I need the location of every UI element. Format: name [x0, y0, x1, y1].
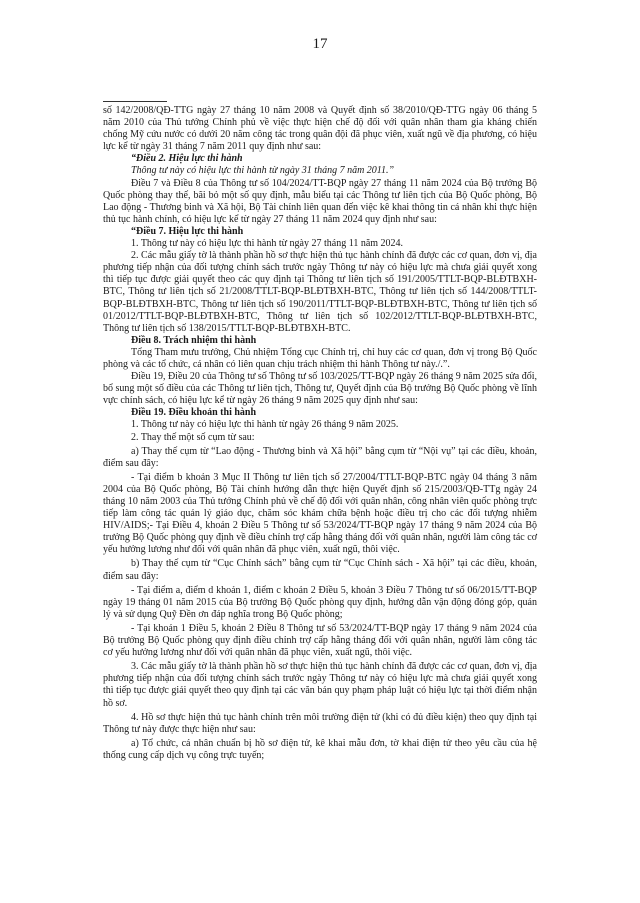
paragraph: 3. Các mẫu giấy tờ là thành phần hồ sơ thực hiện thủ tục hành chính đã được các cơ quan, đơn vị, địa phương tiếp nhận của đối tượng chính sách trước ngày Thông tư này có hiệu lực mà chưa giải quyết xong thì tiếp tục được giải quyết theo quy định tại các văn bản quy phạm pháp luật có hiệu lực tại thời điểm nhận hồ sơ. [103, 661, 537, 709]
paragraph: Điều 19, Điều 20 của Thông tư số Thông tư số 103/2025/TT-BQP ngày 26 tháng 9 năm 2025 sửa đổi, bổ sung một số điều của các Thông tư liên tịch, Thông tư, Quyết định của Bộ trưởng Bộ Quốc phòng về lĩnh vực chính sách, có hiệu lực kể từ ngày 26 tháng 9 năm 2025 quy định như sau: [103, 371, 537, 407]
paragraph: 2. Các mẫu giấy tờ là thành phần hồ sơ thực hiện thủ tục hành chính đã được các cơ quan, đơn vị, địa phương tiếp nhận của đối tượng chính sách trước ngày Thông tư này có hiệu lực mà chưa giải quyết xong thì tiếp tục được giải quyết theo các quy định tại Thông tư liên tịch số 191/2005/TTLT-BQP-BLĐTBXH-BTC, Thông tư liên tịch số 21/2008/TTLT-BQP-BLĐTBXH-BTC, Thông tư liên tịch số 144/2008/TTLT-BQP-BLĐTBXH-BTC, Thông tư liên tịch số 190/2011/TTLT-BQP-BLĐTBXH-BTC, Thông tư liên tịch số 01/2012/TTLT-BQP-BLĐTBXH-BTC, Thông tư liên tịch số 102/2012/TTLT-BQP-BLĐTBXH-BTC, Thông tư liên tịch số 138/2015/TTLT-BQP-BLĐTBXH-BTC. [103, 250, 537, 334]
paragraph: - Tại điểm b khoản 3 Mục II Thông tư liên tịch số 27/2004/TTLT-BQP-BTC ngày 04 tháng 3 năm 2004 của Bộ Quốc phòng, Bộ Tài chính hướng dẫn thực hiện Quyết định số 215/2003/QĐ-TTg ngày 24 tháng 10 năm 2003 của Thủ tướng Chính phủ về chế độ đối với quân nhân, công nhân viên quốc phòng trực tiếp làm công tác quản lý giáo dục, chăm sóc khám chữa bệnh hoặc điều trị cho các đối tượng nhiễm HIV/AIDS;- Tại Điều 4, khoản 2 Điều 5 Thông tư số 53/2024/TT-BQP ngày 17 tháng 9 năm 2024 của Bộ trưởng Bộ Quốc phòng quy định về điều chỉnh trợ cấp hằng tháng đối với quân nhân, người làm công tác cơ yếu hưởng lương như đối với quân nhân đã phục viên, xuất ngũ, thôi việc. [103, 471, 537, 556]
article-heading: “Điều 7. Hiệu lực thi hành [131, 225, 244, 237]
page-number: 17 [312, 36, 328, 52]
paragraph: - Tại điểm a, điểm d khoản 1, điểm c khoản 2 Điều 5, khoản 3 Điều 7 Thông tư số 06/2015/TT-BQP ngày 19 tháng 01 năm 2015 của Bộ trưởng Bộ Quốc phòng quy định, hướng dẫn vận động đóng góp, quản lý và sử dụng Quỹ Đền ơn đáp nghĩa trong Bộ Quốc phòng; [103, 584, 537, 620]
paragraph: Thông tư này có hiệu lực thi hành từ ngày 31 tháng 7 năm 2011.” [131, 165, 395, 177]
paragraph: số 142/2008/QĐ-TTG ngày 27 tháng 10 năm 2008 và Quyết định số 38/2010/QĐ-TTG ngày 06 tháng 5 năm 2010 của Thủ tướng Chính phủ về việc thực hiện chế độ đối với quân nhân tham gia kháng chiến chống Mỹ cứu nước có dưới 20 năm công tác trong quân đội đã phục viên, xuất ngũ về địa phương, có hiệu lực kể từ ngày 31 tháng 7 năm 2011 quy định như sau: [103, 105, 537, 153]
paragraph: 1. Thông tư này có hiệu lực thi hành từ ngày 27 tháng 11 năm 2024. [131, 238, 404, 250]
paragraph: Tổng Tham mưu trưởng, Chủ nhiệm Tổng cục Chính trị, chỉ huy các cơ quan, đơn vị trong Bộ Quốc phòng và các tổ chức, cá nhân có liên quan chịu trách nhiệm thi hành Thông tư này./.”. [103, 346, 537, 370]
paragraph: 2. Thay thế một số cụm từ sau: [131, 431, 255, 443]
paragraph: 4. Hồ sơ thực hiện thủ tục hành chính trên môi trường điện tử (khi có đủ điều kiện) theo quy định tại Thông tư này được thực hiện như sau: [103, 711, 537, 735]
article-heading: Điều 8. Trách nhiệm thi hành [131, 334, 257, 346]
footnote-divider [103, 101, 167, 102]
paragraph: a) Thay thế cụm từ “Lao động - Thương binh và Xã hội” bằng cụm từ “Nội vụ” tại các điều, khoản, điểm sau đây: [103, 445, 537, 469]
paragraph: a) Tổ chức, cá nhân chuẩn bị hồ sơ điện tử, kê khai mẫu đơn, tờ khai điện tử theo yêu cầu của hệ thống cung cấp dịch vụ công trực tuyến; [103, 737, 537, 761]
document-body [103, 105, 537, 762]
article-heading: “Điều 2. Hiệu lực thi hành [131, 153, 243, 165]
paragraph: b) Thay thế cụm từ “Cục Chính sách” bằng cụm từ “Cục Chính sách - Xã hội” tại các điều, khoản, điểm sau đây: [103, 558, 537, 582]
paragraph: - Tại khoản 1 Điều 5, khoản 2 Điều 8 Thông tư số 53/2024/TT-BQP ngày 17 tháng 9 năm 2024 của Bộ trưởng Bộ Quốc phòng quy định điều chỉnh trợ cấp hằng tháng đối với quân nhân, người làm công tác cơ yếu hưởng lương như đối với quân nhân đã phục viên, xuất ngũ, thôi việc. [103, 622, 537, 659]
article-heading: Điều 19. Điều khoản thi hành [131, 407, 257, 419]
paragraph: 1. Thông tư này có hiệu lực thi hành từ ngày 26 tháng 9 năm 2025. [131, 419, 399, 431]
paragraph: Điều 7 và Điều 8 của Thông tư số 104/2024/TT-BQP ngày 27 tháng 11 năm 2024 của Bộ trưởng Bộ Quốc phòng thay thế, bãi bỏ một số quy định, mẫu biểu tại các Thông tư liên tịch của Bộ Quốc phòng, Bộ Lao động - Thương binh và Xã hội, Bộ Tài chính liên quan đến việc kê khai thông tin cá nhân khi thực hiện thủ tục hành chính, có hiệu lực kể từ ngày 27 tháng 11 năm 2024 quy định như sau: [103, 177, 537, 225]
